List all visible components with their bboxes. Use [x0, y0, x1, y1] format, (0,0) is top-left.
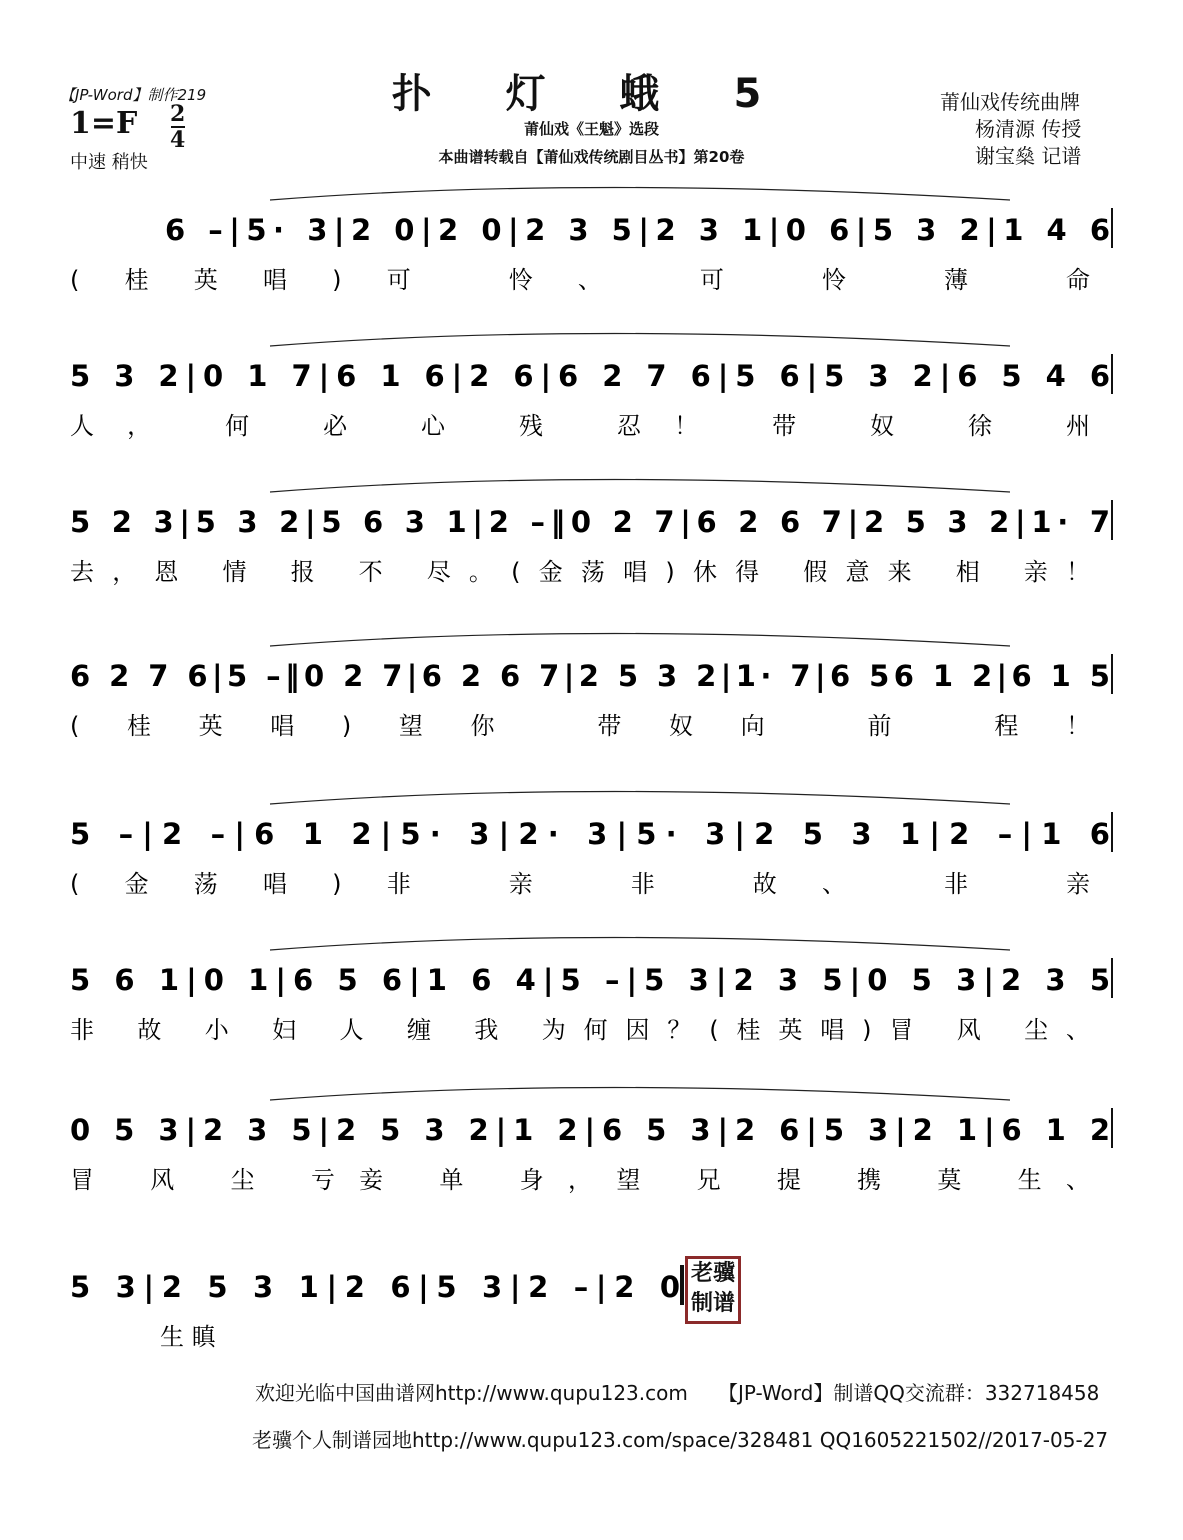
key-signature: 1=F: [70, 106, 138, 141]
score-lyric-line: 冒 风 尘 亏妾 单 身，望 兄 提 携 莫 生、: [70, 1166, 1090, 1194]
slur-arc: [270, 792, 1010, 805]
slur-arc: [270, 634, 1010, 647]
footer-personal-page[interactable]: 老骥个人制谱园地http://www.qupu123.com/space/328481 QQ1605221502//2017-05-27: [252, 1428, 1109, 1452]
credit-teacher: 杨清源 传授: [975, 117, 1082, 141]
slur-arc: [270, 480, 1010, 493]
page-title: 扑 灯 蛾 5: [391, 71, 792, 117]
composer-seal: [685, 1256, 741, 1324]
score-note-line: 5 3 2|0 1 7|6 1 6|2 6|6 2 7 6|5 6|5 3 2|6 5 4 6: [70, 359, 1111, 393]
meter-bottom: 4: [170, 127, 186, 153]
score-note-line: 0 5 3|2 3 5|2 5 3 2|1 2|6 5 3|2 6|5 3|2 1|6 1 2: [70, 1113, 1111, 1147]
score-lyric-line: 非 故 小 妇 人 缠 我 为何因？(桂英唱)冒 风 尘、: [70, 1016, 1090, 1044]
score-lyric-line: 去，恩 情 报 不 尽。(金荡唱)休得 假意来 相 亲！: [70, 558, 1090, 586]
tempo-marking: 中速 稍快: [70, 152, 148, 173]
credit-genre: 莆仙戏传统曲牌: [940, 90, 1080, 114]
score-lyric-line: (桂英唱)望你 带奴向 前 程！: [70, 712, 1091, 740]
score-note-line: 6 –|5· 3|2 0|2 0|2 3 5|2 3 1|0 6|5 3 2|1 4 6: [165, 213, 1111, 247]
seal-line-2: 制谱: [690, 1291, 735, 1316]
score-note-line: 5 2 3|5 3 2|5 6 3 1|2 –‖0 2 7|6 2 6 7|2 5 3 2|1· 7: [70, 505, 1110, 539]
slur-arc: [270, 188, 1010, 201]
slur-arc: [270, 1088, 1010, 1101]
subtitle-excerpt: 莆仙戏《王魁》选段: [523, 120, 659, 138]
score-note-line: 5 –|2 –|6 1 2|5· 3|2· 3|5· 3|2 5 3 1|2 –|1 6: [70, 817, 1110, 851]
maker-label: 【JP-Word】制作219: [60, 86, 207, 104]
score-note-line: 5 6 1|0 1|6 5 6|1 6 4|5 –|5 3|2 3 5|0 5 3|2 3 5: [70, 963, 1110, 997]
slur-arc: [270, 334, 1010, 347]
score-lyric-line: 生 瞋: [160, 1323, 216, 1351]
subtitle-source: 本曲谱转载自【莆仙戏传统剧目丛书】第20卷: [438, 148, 745, 166]
footer-qq-group: 【JP-Word】制谱QQ交流群：332718458: [718, 1381, 1100, 1405]
slur-arc: [270, 938, 1010, 951]
score-lyric-line: (桂英唱)可 怜、 可 怜 薄 命: [70, 266, 1090, 294]
score-lyric-line: 人， 何 必 心 残 忍！ 带 奴 徐 州: [70, 412, 1090, 440]
score-lyric-line: (金荡唱)非 亲 非 故、 非 亲: [70, 870, 1090, 898]
score-note-line: 6 2 7 6|5 –‖0 2 7|6 2 6 7|2 5 3 2|1· 7|6 56 1 2|6 1 5: [70, 659, 1110, 693]
score-note-line: 5 3|2 5 3 1|2 6|5 3|2 –|2 0: [70, 1270, 680, 1304]
credit-transcriber: 谢宝燊 记谱: [975, 144, 1082, 168]
seal-line-1: 老骥: [690, 1261, 735, 1286]
meter-top: 2: [170, 101, 186, 127]
footer-site-link[interactable]: 欢迎光临中国曲谱网http://www.qupu123.com: [255, 1381, 688, 1405]
